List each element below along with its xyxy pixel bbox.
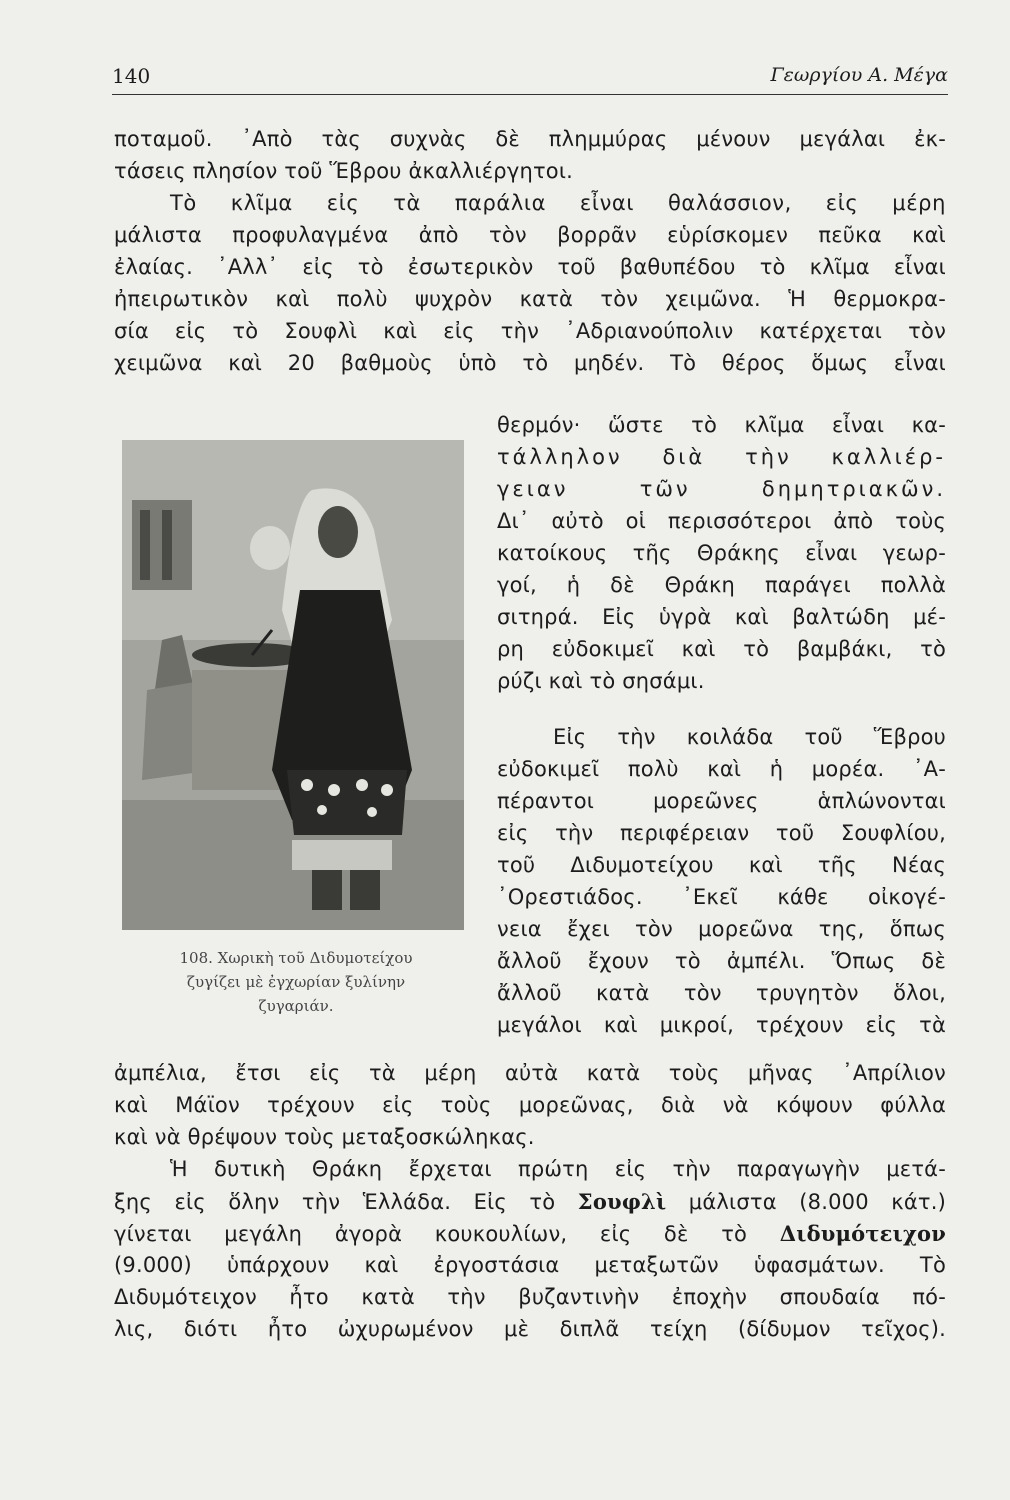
column-text-line: ἄλλοῦ ἔχουν τὸ ἀμπέλι. Ὅπως δὲ <box>497 949 946 973</box>
text-line: χειμῶνα καὶ 20 βαθμοὺς ὑπὸ τὸ μηδέν. Τὸ θέρος ὅμως εἶναι <box>114 351 946 375</box>
column-text-line: Δι᾿ αὐτὸ οἱ περισσότεροι ἀπὸ τοὺς <box>497 509 946 533</box>
text-line: ἀμπέλια, ἔτσι εἰς τὰ μέρη αὐτὰ κατὰ τοὺς μῆνας ᾿Απρίλιον <box>114 1061 946 1085</box>
column-text-line: Εἰς τὴν κοιλάδα τοῦ Ἕβρου <box>553 725 946 749</box>
text-span: γίνεται μεγάλη ἀγορὰ κουκουλίων, εἰς δὲ τὸ <box>114 1222 780 1246</box>
column-text-line: ᾿Ορεστιάδος. ᾿Εκεῖ κάθε οἰκογέ- <box>497 885 946 909</box>
column-text-line: ἄλλοῦ κατὰ τὸν τρυγητὸν ὅλοι, <box>497 981 946 1005</box>
text-line: καὶ νὰ θρέψουν τοὺς μεταξοσκώληκας. <box>114 1125 535 1149</box>
column-text-line: πέραντοι μορεῶνες ἁπλώνονται <box>497 789 946 813</box>
photo-illustration <box>122 440 464 930</box>
text-line: λις, διότι ἦτο ὠχυρωμένον μὲ διπλᾶ τείχη (δίδυμον τεῖχος). <box>114 1317 946 1341</box>
caption-line: ζυγαριάν. <box>258 997 334 1015</box>
page-header <box>112 62 948 95</box>
text-line: ἐλαίας. ᾿Αλλ᾿ εἰς τὸ ἐσωτερικὸν τοῦ βαθυπέδου τὸ κλῖμα εἶναι <box>114 255 946 279</box>
column-text-line: μεγάλοι καὶ μικροί, τρέχουν εἰς τὰ <box>497 1013 946 1037</box>
bold-place-name: Σουφλὶ <box>577 1189 667 1214</box>
text-line <box>114 1218 946 1249</box>
photo-caption <box>120 946 472 1018</box>
text-line: τάσεις πλησίον τοῦ Ἕβρου ἀκαλλιέργητοι. <box>114 159 574 183</box>
bold-place-name: Διδυμότειχον <box>779 1221 946 1246</box>
running-head: Γεωργίου Α. Μέγα <box>770 64 948 86</box>
text-line: Ἡ δυτικὴ Θράκη ἔρχεται πρώτη εἰς τὴν παραγωγὴν μετά- <box>170 1157 946 1181</box>
caption-line: ζυγίζει μὲ ἐγχωρίαν ξυλίνην <box>186 973 406 991</box>
text-line: (9.000) ὑπάρχουν καὶ ἐργοστάσια μεταξωτῶν ὑφασμάτων. Τὸ <box>114 1253 946 1277</box>
column-text-line: τάλληλον διὰ τὴν καλλιέρ- <box>497 445 946 469</box>
column-text-line: ρύζι καὶ τὸ σησάμι. <box>497 669 705 693</box>
text-line: σία εἰς τὸ Σουφλὶ καὶ εἰς τὴν ᾿Αδριανούπολιν κατέρχεται τὸν <box>114 319 946 343</box>
column-text-line: ρη εὐδοκιμεῖ καὶ τὸ βαμβάκι, τὸ <box>497 637 946 661</box>
column-text-line: κατοίκους τῆς Θράκης εἶναι γεωρ- <box>497 541 946 565</box>
column-text-line: γειαν τῶν δημητριακῶν. <box>497 477 946 501</box>
column-text-line: θερμόν· ὥστε τὸ κλῖμα εἶναι κα- <box>497 413 946 437</box>
text-span: ξης εἰς ὅλην τὴν Ἑλλάδα. Εἰς τὸ <box>114 1190 578 1214</box>
text-line: ἠπειρωτικὸν καὶ πολὺ ψυχρὸν κατὰ τὸν χειμῶνα. Ἡ θερμοκρα- <box>114 287 946 311</box>
page-number: 140 <box>112 64 151 88</box>
text-span: μάλιστα (8.000 κάτ.) <box>666 1190 946 1214</box>
text-line: καὶ Μάϊον τρέχουν εἰς τοὺς μορεῶνας, διὰ νὰ κόψουν φύλλα <box>114 1093 946 1117</box>
text-line: Διδυμότειχον ἦτο κατὰ τὴν βυζαντινὴν ἐποχὴν σπουδαία πό- <box>114 1285 946 1309</box>
text-line: Τὸ κλῖμα εἰς τὰ παράλια εἶναι θαλάσσιον, εἰς μέρη <box>170 191 946 215</box>
column-text-line: εὐδοκιμεῖ πολὺ καὶ ἡ μορέα. ᾿Α- <box>497 757 946 781</box>
text-line: μάλιστα προφυλαγμένα ἀπὸ τὸν βορρᾶν εὑρίσκομεν πεῦκα καὶ <box>114 223 946 247</box>
column-text-line: νεια ἔχει τὸν μορεῶνα της, ὅπως <box>497 917 946 941</box>
column-text-line: τοῦ Διδυμοτείχου καὶ τῆς Νέας <box>497 853 946 877</box>
text-line: ποταμοῦ. ᾿Απὸ τὰς συχνὰς δὲ πλημμύρας μένουν μεγάλαι ἐκ- <box>114 127 946 151</box>
column-text-line: σιτηρά. Εἰς ὑγρὰ καὶ βαλτώδη μέ- <box>497 605 946 629</box>
column-text-line: εἰς τὴν περιφέρειαν τοῦ Σουφλίου, <box>497 821 946 845</box>
text-line <box>114 1186 946 1217</box>
column-text-line: γοί, ἡ δὲ Θράκη παράγει πολλὰ <box>497 573 946 597</box>
photo-woman-weighing-scale <box>122 440 464 930</box>
caption-line: 108. Χωρικὴ τοῦ Διδυμοτείχου <box>179 949 413 967</box>
